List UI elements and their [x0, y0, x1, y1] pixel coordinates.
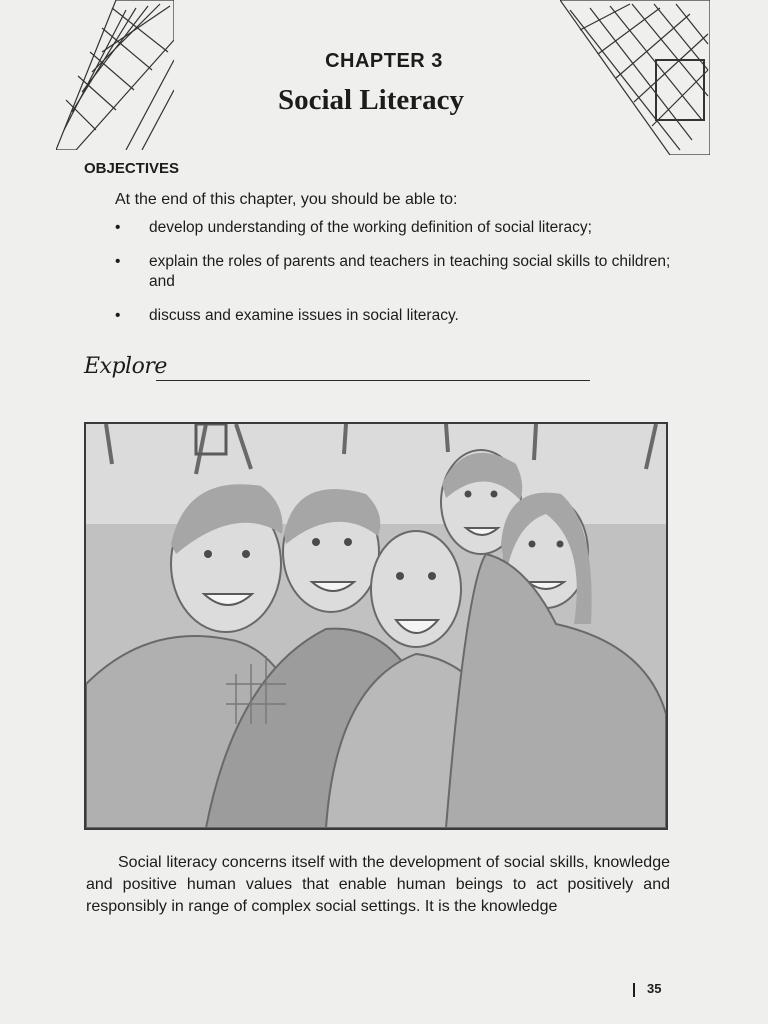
explore-section-header	[84, 350, 684, 390]
page-number: 35	[647, 981, 662, 996]
building-sketch-right	[560, 0, 710, 155]
bullet-icon: •	[115, 307, 121, 324]
objective-text: develop understanding of the working definition of social literacy;	[149, 219, 592, 236]
building-sketch-left	[56, 0, 174, 150]
chapter-title: Social Literacy	[277, 84, 465, 116]
objective-item	[115, 218, 675, 238]
body-paragraph-text: Social literacy concerns itself with the development of social skills, knowledge and positive human values that enable human beings to act positively and responsibly in range of complex social settings. It is the knowledge	[86, 854, 670, 915]
explore-label: Explore	[84, 354, 167, 379]
objectives-intro: At the end of this chapter, you should be able to:	[115, 191, 458, 208]
chapter-label: CHAPTER 3	[325, 50, 443, 72]
objective-item	[115, 306, 675, 326]
footer-divider	[633, 983, 635, 997]
objective-text: discuss and examine issues in social literacy.	[149, 307, 459, 324]
objectives-list	[115, 218, 675, 326]
bullet-icon: •	[115, 219, 121, 236]
body-paragraph	[86, 852, 670, 918]
photo-illustration	[86, 424, 666, 828]
objective-text: explain the roles of parents and teachers in teaching social skills to children; and	[149, 253, 671, 290]
group-selfie-photo	[84, 422, 668, 830]
page-footer	[633, 981, 661, 997]
bullet-icon: •	[115, 253, 121, 270]
objectives-heading: OBJECTIVES	[84, 160, 180, 177]
explore-divider	[156, 380, 590, 381]
objective-item	[115, 252, 675, 292]
